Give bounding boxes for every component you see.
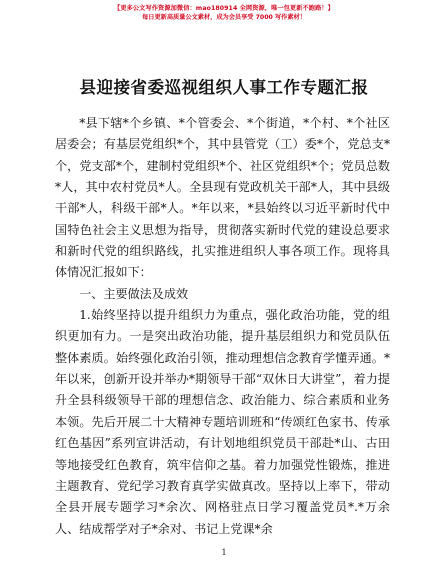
page-number: 1 [221,548,227,557]
intro-paragraph: *县下辖*个乡镇、*个管委会、*个街道，*个村、*个社区居委会；有基层党组织*个，其中县管党（工）委*个，党总支*个，党支部*个，建制村党组织*个、社区党组织*个；党员总数*人，其中农村党员*人。全县现有党政机关干部*人，其中县级干部*人，科级干部*人。*年以来，*县始终以习近平新时代中国特色社会主义思想为指导，贯彻落实新时代党的建设总要求和新时代党的组织路线，扎实推进组织人事各项工作。现将具体情况汇报如下： [55,116,390,280]
promo-banner-line1: 【更多公文写作资源加微信：mao180914 全网资源，唯一包更新不跑路！】 [114,5,334,12]
document-title: 县迎接省委巡视组织人事工作专题汇报 [79,78,369,97]
section-heading: 一、主要做法及成效 [79,286,189,301]
promo-banner [0,4,448,22]
promo-banner-line2: 每日更新高质量公文素材，成为会员享受 7000 写作素材！ [142,14,306,21]
body-paragraph: 1.始终坚持以提升组织力为重点，强化政治功能，党的组织更加有力。一是突出政治功能，提升基层组织力和党员队伍整体素质。始终强化政治引领，推动理想信念教育学懂弄通。*年以来，创新开设并举办*期领导干部“双休日大讲堂”，着力提升全县科级领导干部的理想信念、政治能力、综合素质和业务本领。先后开展二十大精神专题培训班和“传颂红色家书、传承红色基因”系列宣讲活动，有计划地组织党员干部赴*山、古田等地接受红色教育，筑牢信仰之基。着力加强党性锻炼，推进主题教育、党纪学习教育真学实做真改。坚持以上率下，带动全县开展专题学习*余次、网格驻点日学习覆盖党员*.*万余人、结成帮学对子*余对、书记上党课*余 [55,308,390,536]
document-body [55,113,390,540]
